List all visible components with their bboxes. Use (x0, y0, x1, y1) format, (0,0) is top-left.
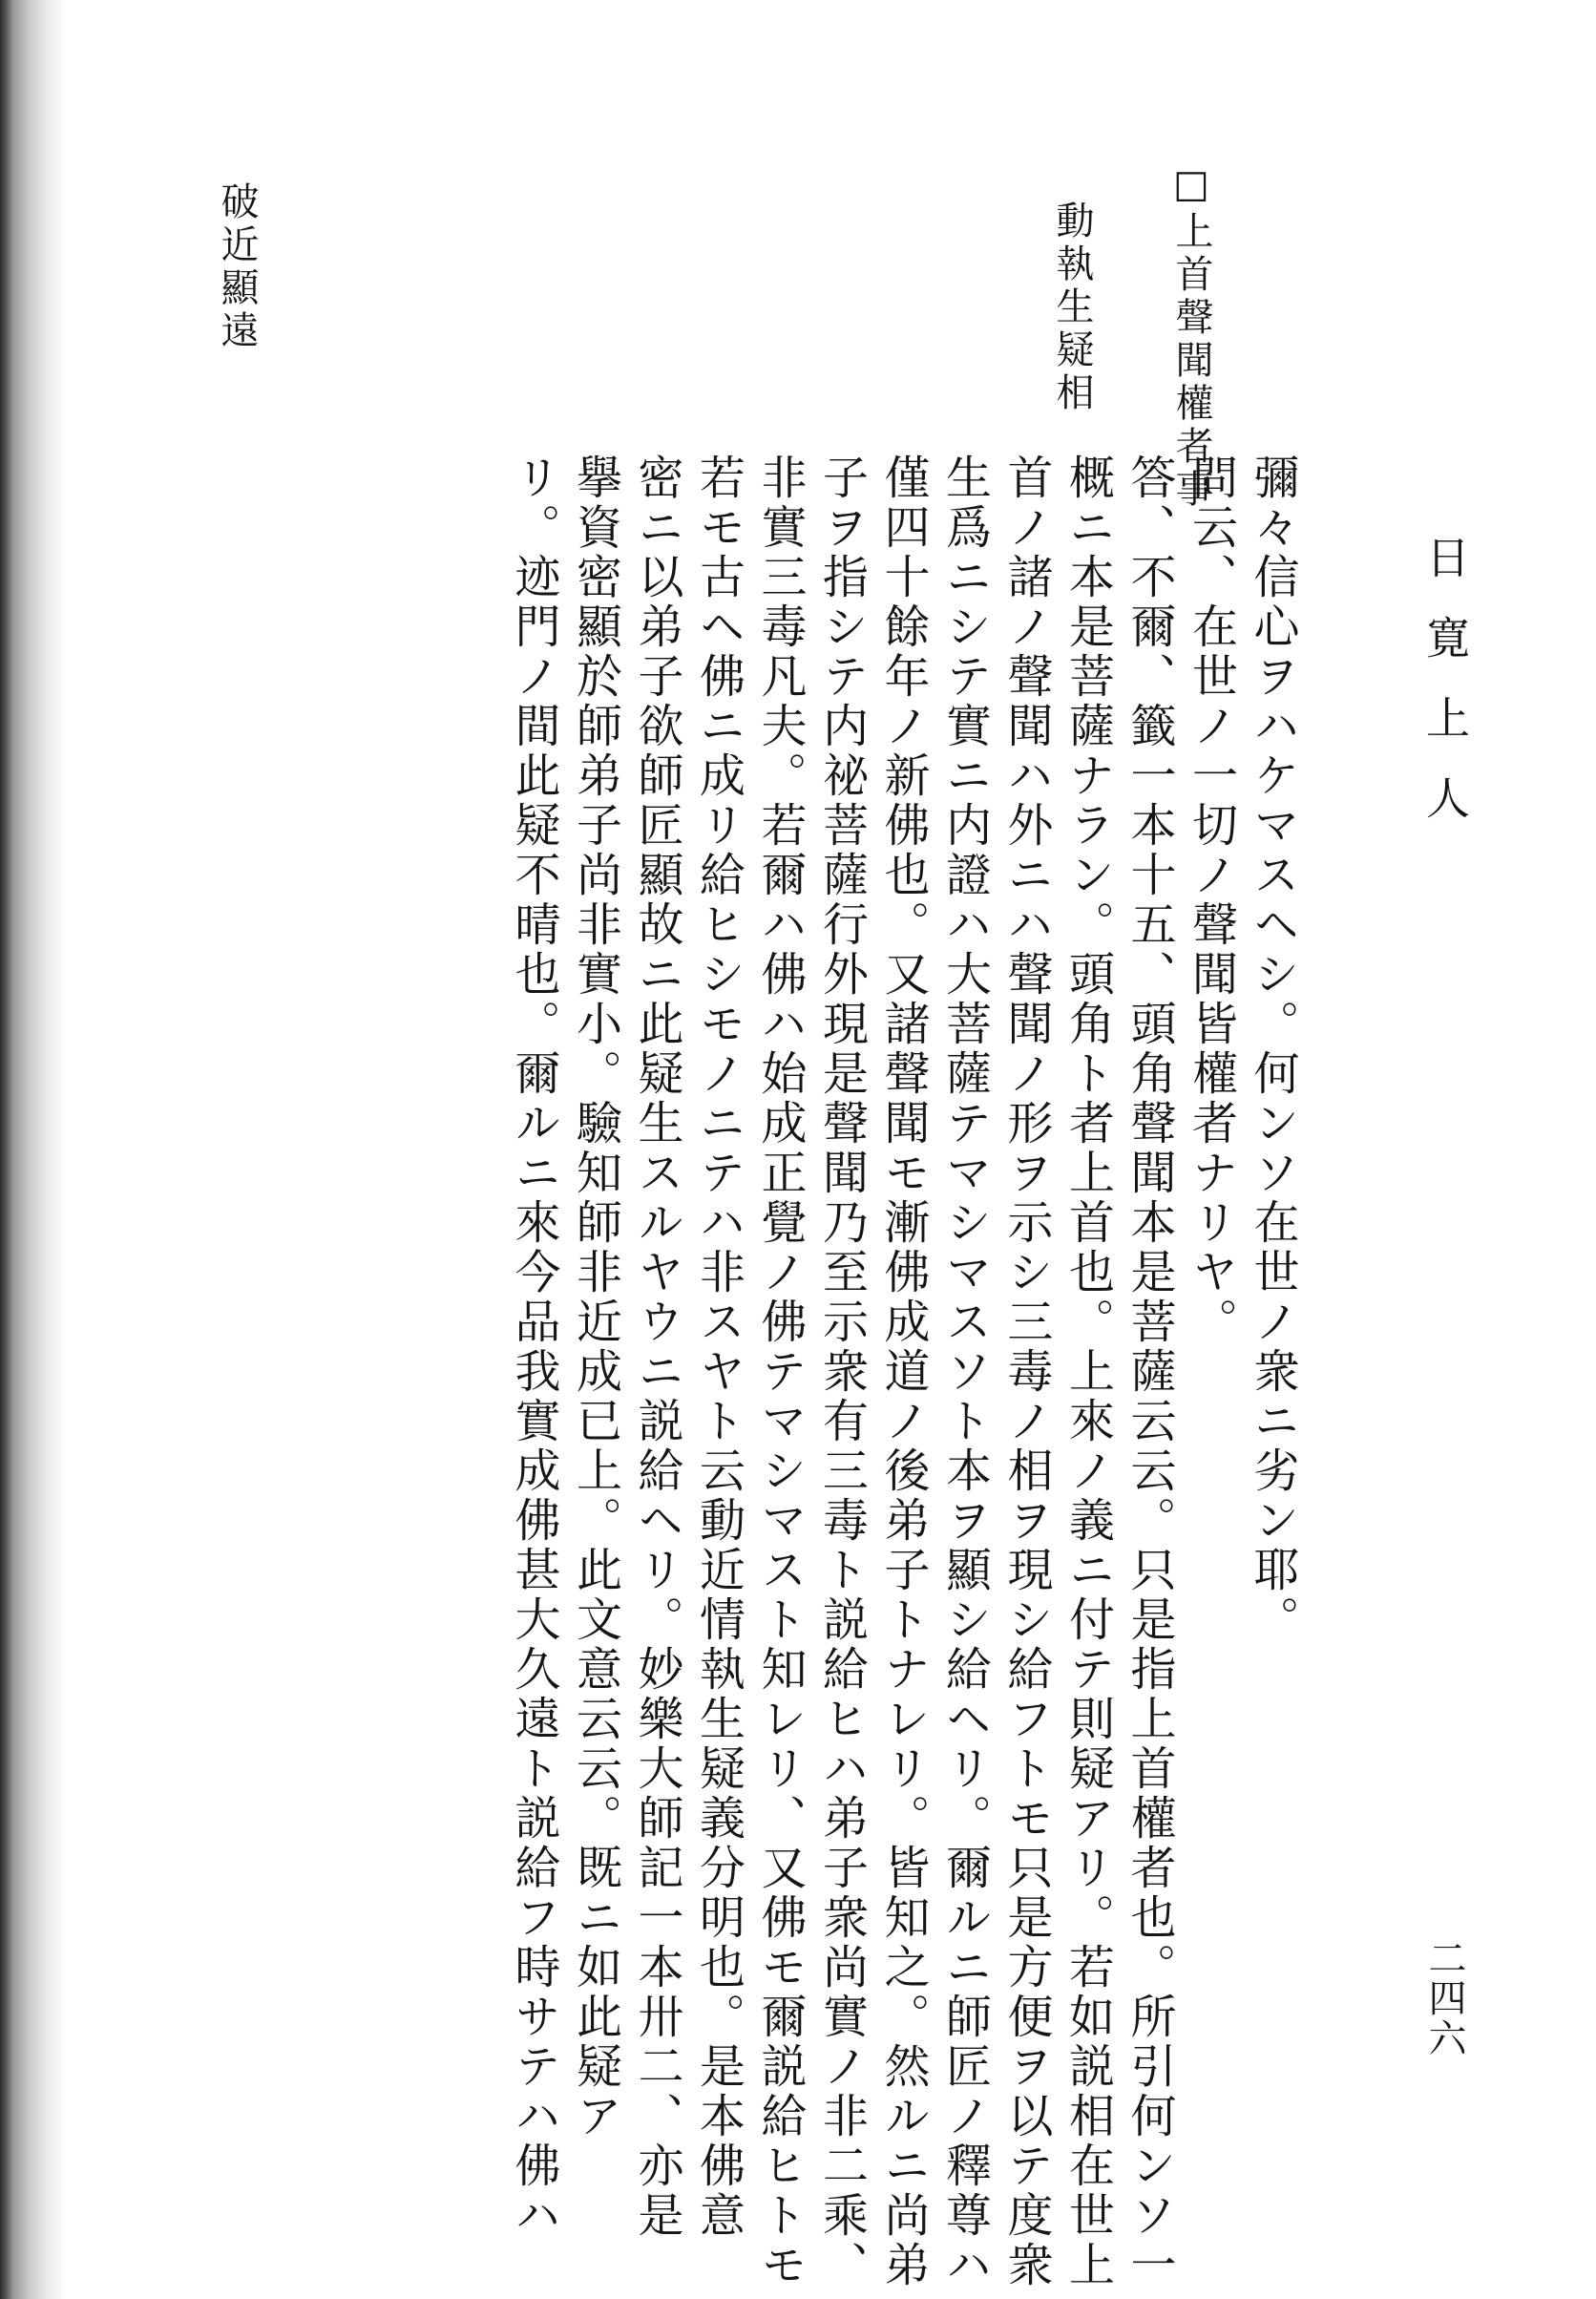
body-line-7: 僅四十餘年ノ新佛也。又諸聲聞モ漸佛成道ノ後弟子トナレリ。皆知之。然ルニ尚弟 (876, 453, 930, 2290)
body-line-10: 若モ古ヘ佛ニ成リ給ヒシモノニテハ非スヤト云動近情執生疑義分明也。是本佛意 (691, 453, 746, 2241)
body-line-6: 生爲ニシテ實ニ内證ハ大菩薩テマシマスソト本ヲ顯シ給ヘリ。爾ルニ師匠ノ釋尊ハ (937, 453, 992, 2290)
running-head: 日寛上人 (1419, 535, 1471, 855)
body-line-1: 彌々信心ヲハケマスヘシ。何ンソ在世ノ衆ニ劣ン耶。 (1246, 453, 1299, 1645)
body-line-3: 答、不爾、籤一本十五、頭角聲聞本是菩薩云云。只是指上首權者也。所引何ンソ一 (1123, 453, 1176, 2290)
margin-heading-1: □上首聲聞權者事 (1169, 162, 1213, 512)
body-line-12: 擧資密顯於師弟子尚非實小。驗知師非近成已上。此文意云云。既ニ如此疑ア (568, 453, 622, 2141)
body-line-4: 概ニ本是菩薩ナラン。頭角ト者上首也。上來ノ義ニ付テ則疑アリ。若如説相在世上 (1060, 453, 1115, 2290)
body-line-9: 非實三毒凡夫。若爾ハ佛ハ始成正覺ノ佛テマシマスト知レリ、又佛モ爾説給ヒトモ (753, 453, 807, 2290)
page-number: 二四六 (1422, 1938, 1466, 2058)
body-line-5: 首ノ諸ノ聲聞ハ外ニハ聲聞ノ形ヲ示シ三毒ノ相ヲ現シ給フトモ只是方便ヲ以テ度衆 (999, 453, 1053, 2290)
margin-heading-2: 動執生疑相 (1050, 200, 1094, 415)
body-text (507, 453, 1299, 2290)
body-line-2: 問云、在世ノ一切ノ聲聞皆權者ナリヤ。 (1184, 453, 1238, 1347)
body-line-11: 密ニ以弟子欲師匠顯故ニ此疑生スルヤウニ説給ヘリ。妙樂大師記一本卅二、亦是 (630, 453, 683, 2241)
body-line-8: 子ヲ指シテ内祕菩薩行外現是聲聞乃至示衆有三毒ト説給ヒハ弟子衆尚實ノ非二乘、 (814, 453, 869, 2290)
book-gutter-shadow (0, 0, 67, 2299)
margin-heading-3: 破近顯遠 (215, 181, 259, 353)
body-line-13: リ。迹門ノ間此疑不晴也。爾ルニ來今品我實成佛甚大久遠ト説給フ時サテハ佛ハ (507, 453, 560, 2241)
